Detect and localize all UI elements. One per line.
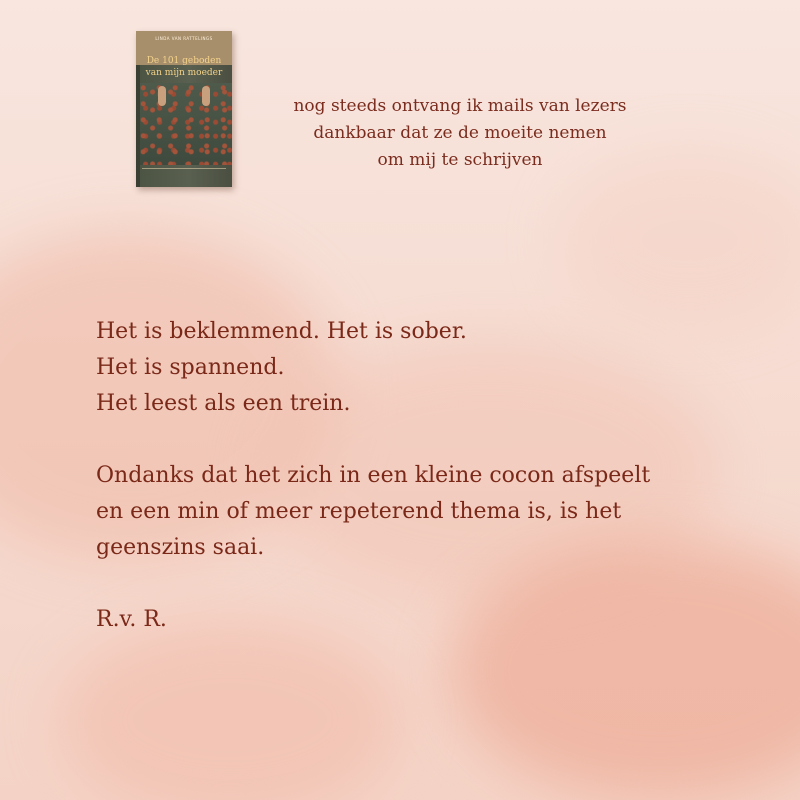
book-cover-image [136,31,232,187]
review-text [96,314,756,638]
review-line: Het is beklemmend. Het is sober. [96,319,467,344]
review-line: geenszins saai. [96,535,265,560]
book-author: LINDA VAN RATTELINGS [155,36,213,41]
reader-mail-quote [240,93,680,174]
review-line: Het is spannend. [96,355,285,380]
review-line: Het leest als een trein. [96,391,351,416]
review-line: en een min of meer repeterend thema is, is het [96,499,622,524]
quote-line: dankbaar dat ze de moeite nemen [313,123,607,143]
review-line: Ondanks dat het zich in een kleine cocon afspeelt [96,463,651,488]
quote-line: nog steeds ontvang ik mails van lezers [293,96,627,116]
review-signature: R.v. R. [96,607,167,632]
book-title-line-2: van mijn moeder [145,68,223,78]
quote-line: om mij te schrijven [377,150,543,170]
book-title-line-1: De 101 geboden [146,56,222,66]
